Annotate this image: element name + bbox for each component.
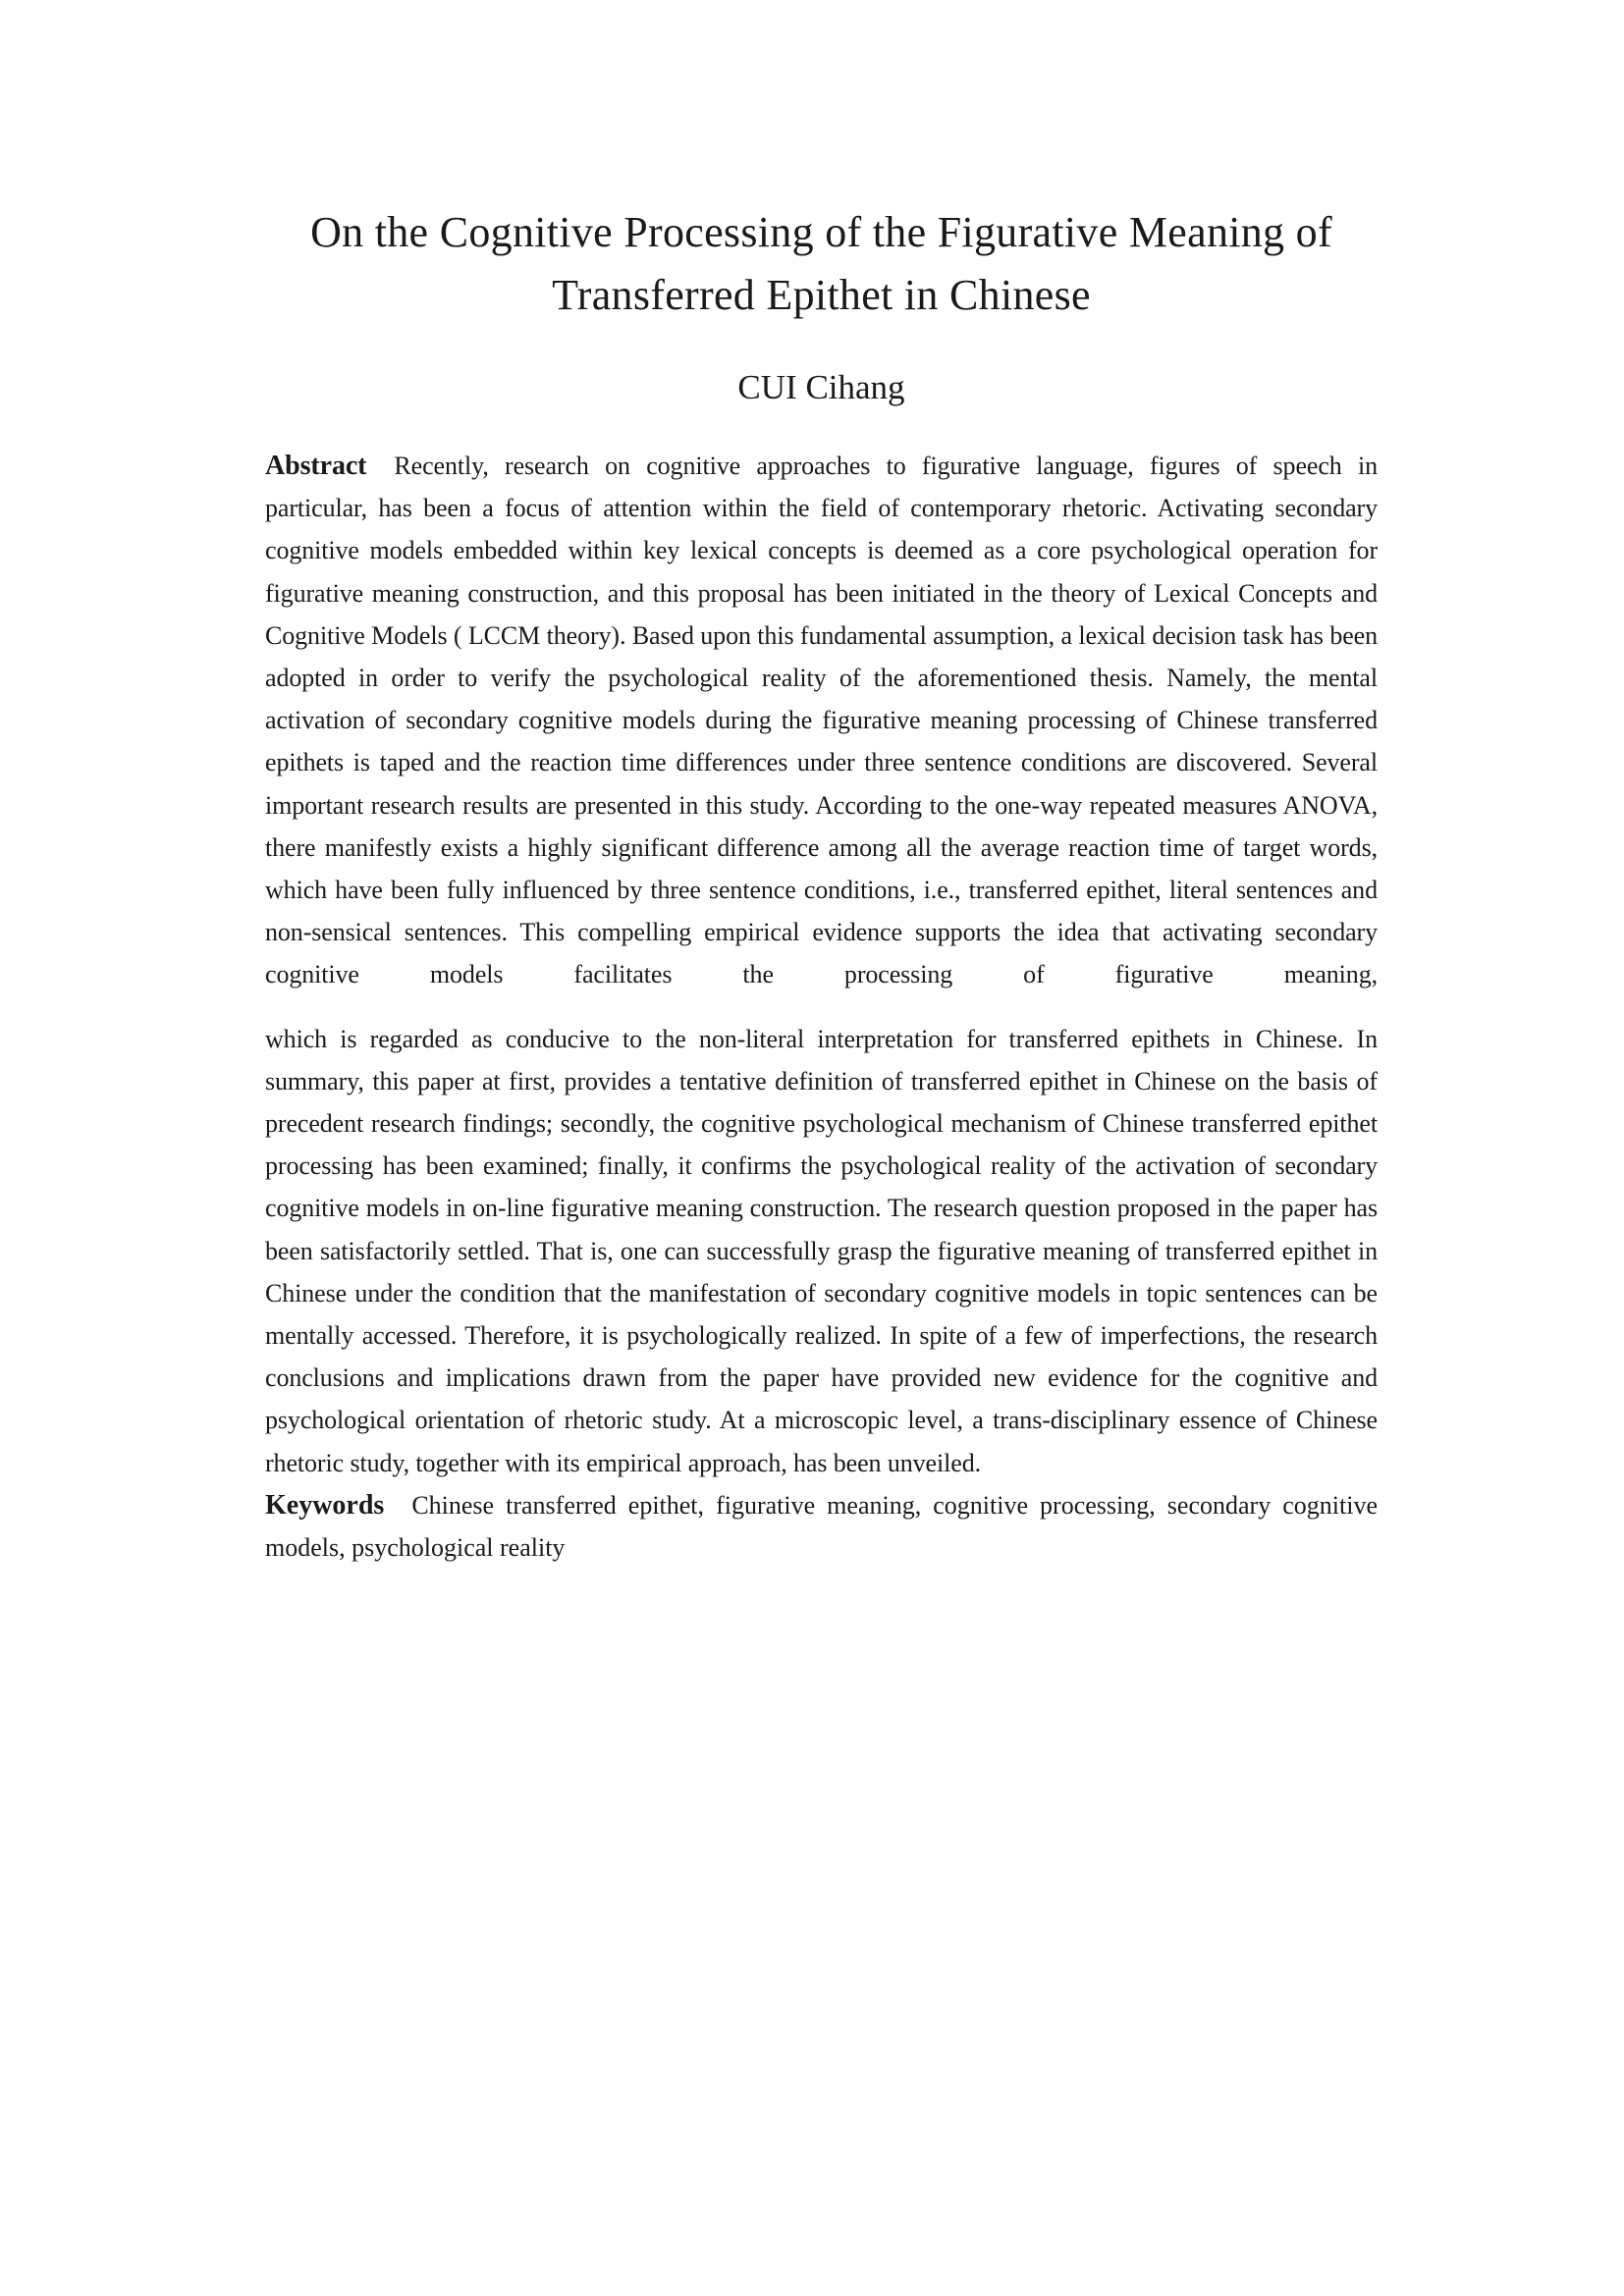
abstract-text-part1: Recently, research on cognitive approaches to figurative language, figures of speech in particular, has been a focus of attention within the field of contemporary rhetoric. Activating secondary cognitive models embedded within key lexical concepts is deemed as a core psychological operation for figurative meaning construction, and this proposal has been initiated in the theory of Lexical Concepts and Cognitive Models ( LCCM theory). Based upon this fundamental assumption, a lexical decision task has been adopted in order to verify the psychological reality of the aforementioned thesis. Namely, the mental activation of secondary cognitive models during the figurative meaning processing of Chinese transferred epithets is taped and the reaction time differences under three sentence conditions are discovered. Several important research results are presented in this study. According to the one-way repeated measures ANOVA, there manifestly exists a highly significant difference among all the average reaction time of target words, which have been fully influenced by three sentence conditions, i.e., transferred epithet, literal sentences and non-sensical sentences. This compelling empirical evidence supports the idea that activating secondary cognitive models facilitates the processing of figurative meaning,	[265, 452, 1378, 989]
keywords-paragraph	[265, 1484, 1378, 1569]
paper-title: On the Cognitive Processing of the Figurative Meaning of Transferred Epithet in Chinese	[310, 208, 1332, 319]
abstract-text-part2: which is regarded as conducive to the non-literal interpretation for transferred epithets in Chinese. In summary, this paper at first, provides a tentative definition of transferred epithet in Chinese on the basis of precedent research findings; secondly, the cognitive psychological mechanism of Chinese transferred epithet processing has been examined; finally, it confirms the psychological reality of the activation of secondary cognitive models in on-line figurative meaning construction. The research question proposed in the paper has been satisfactorily settled. That is, one can successfully grasp the figurative meaning of transferred epithet in Chinese under the condition that the manifestation of secondary cognitive models in topic sentences can be mentally accessed. Therefore, it is psychologically realized. In spite of a few of imperfections, the research conclusions and implications drawn from the paper have provided new evidence for the cognitive and psychological orientation of rhetoric study. At a microscopic level, a trans-disciplinary essence of Chinese rhetoric study, together with its empirical approach, has been unveiled.	[265, 1024, 1378, 1477]
abstract-paragraph	[265, 445, 1378, 996]
keywords-label: Keywords	[265, 1489, 385, 1521]
abstract-label: Abstract	[265, 451, 367, 481]
keywords-text: Chinese transferred epithet, figurative meaning, cognitive processing, secondary cognitive models, psychological reality	[265, 1490, 1378, 1563]
abstract-continuation	[265, 1018, 1378, 1484]
author-name: CUI Cihang	[737, 368, 905, 406]
paper-page	[265, 201, 1378, 1569]
